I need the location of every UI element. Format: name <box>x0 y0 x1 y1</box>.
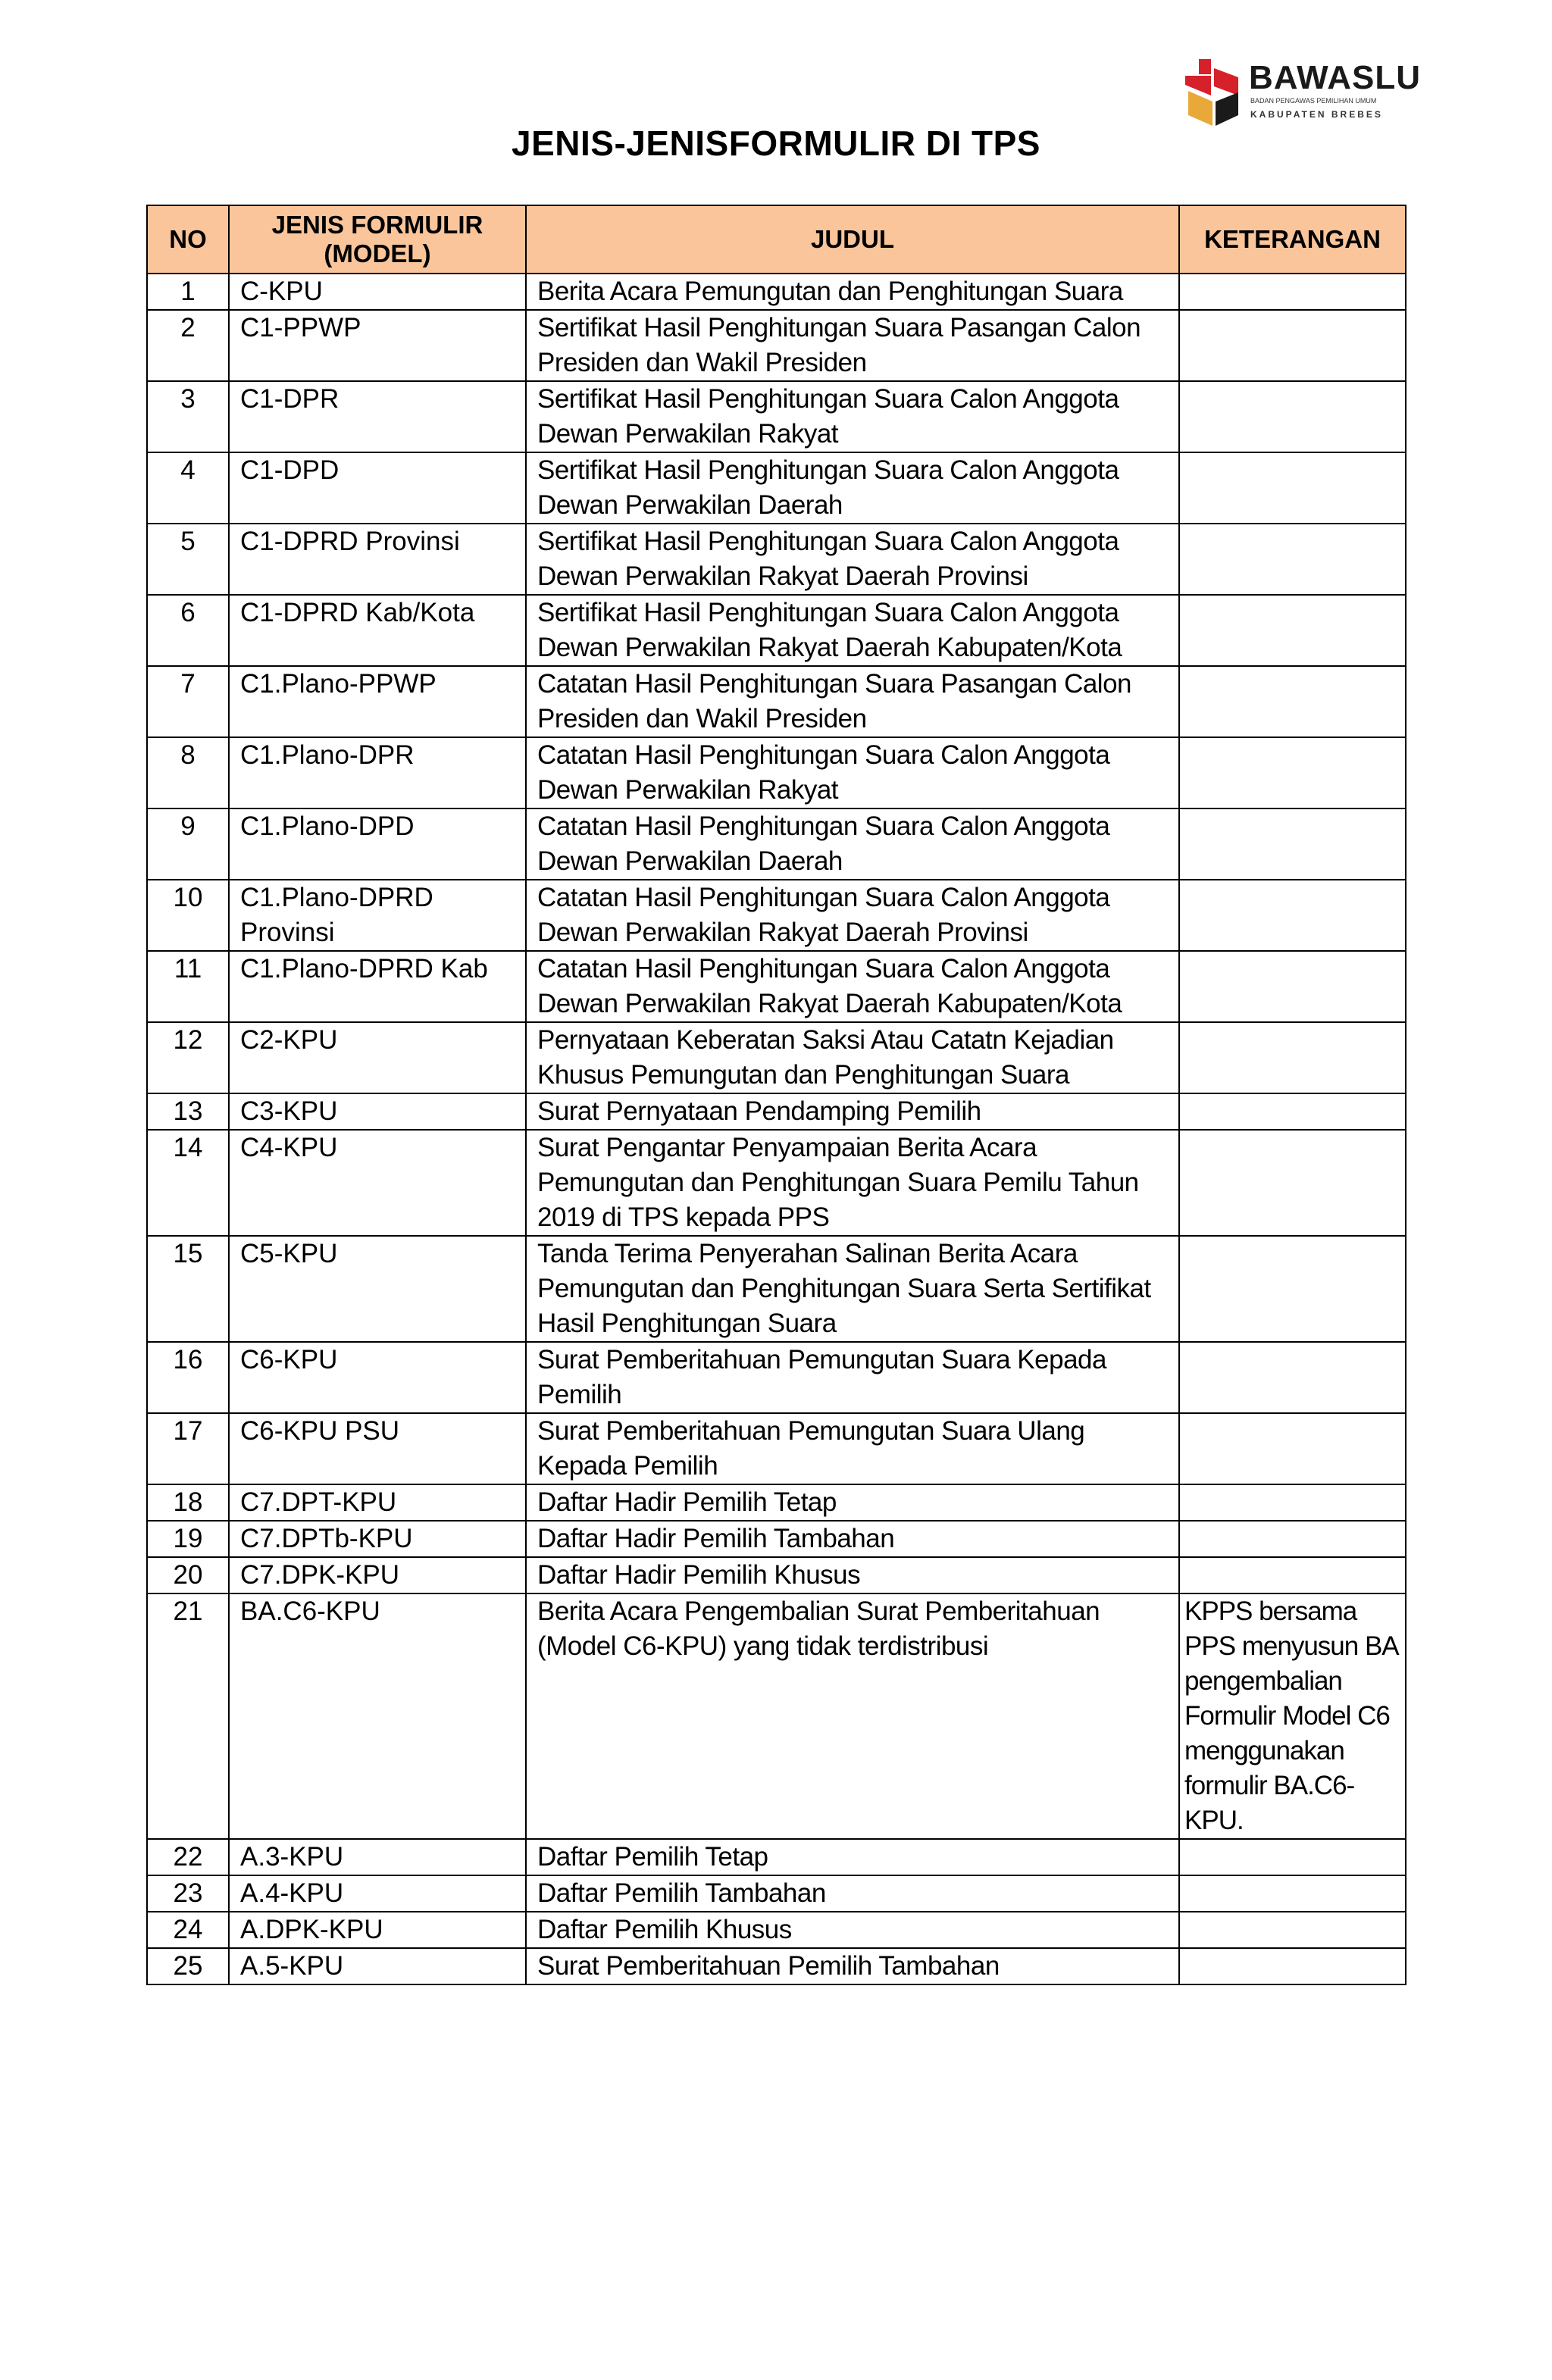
row-keterangan <box>1179 1022 1406 1093</box>
row-number: 24 <box>147 1912 229 1948</box>
row-number: 15 <box>147 1236 229 1342</box>
table-row <box>147 1557 1406 1593</box>
row-model: C1-DPRD Provinsi <box>229 524 526 595</box>
logo-name: BAWASLU <box>1249 59 1421 96</box>
row-number: 18 <box>147 1484 229 1521</box>
row-model: C1-DPD <box>229 452 526 524</box>
row-model: A.3-KPU <box>229 1839 526 1875</box>
row-judul: Daftar Pemilih Khusus <box>526 1912 1179 1948</box>
logo-region: KABUPATEN BREBES <box>1250 109 1383 120</box>
row-model: A.4-KPU <box>229 1875 526 1912</box>
row-model: C4-KPU <box>229 1130 526 1236</box>
row-number: 1 <box>147 274 229 310</box>
row-number: 8 <box>147 737 229 808</box>
header-model-line1: JENIS FORMULIR <box>271 211 483 239</box>
row-keterangan <box>1179 595 1406 666</box>
header-model <box>229 205 526 274</box>
row-number: 20 <box>147 1557 229 1593</box>
row-model: C1-DPRD Kab/Kota <box>229 595 526 666</box>
logo-subtitle: BADAN PENGAWAS PEMILIHAN UMUM <box>1250 97 1377 105</box>
row-keterangan <box>1179 1093 1406 1130</box>
row-judul: Surat Pemberitahuan Pemilih Tambahan <box>526 1948 1179 1984</box>
row-keterangan <box>1179 381 1406 452</box>
table-row <box>147 1093 1406 1130</box>
row-judul: Surat Pemberitahuan Pemungutan Suara Kepada Pemilih <box>526 1342 1179 1413</box>
row-keterangan <box>1179 666 1406 737</box>
row-keterangan <box>1179 524 1406 595</box>
row-number: 17 <box>147 1413 229 1484</box>
row-model: A.DPK-KPU <box>229 1912 526 1948</box>
row-model: C5-KPU <box>229 1236 526 1342</box>
row-judul: Sertifikat Hasil Penghitungan Suara Calon Anggota Dewan Perwakilan Daerah <box>526 452 1179 524</box>
table-row <box>147 1236 1406 1342</box>
row-model: C1-DPR <box>229 381 526 452</box>
row-judul: Catatan Hasil Penghitungan Suara Pasangan Calon Presiden dan Wakil Presiden <box>526 666 1179 737</box>
row-keterangan <box>1179 274 1406 310</box>
row-judul: Daftar Hadir Pemilih Khusus <box>526 1557 1179 1593</box>
row-keterangan <box>1179 1130 1406 1236</box>
row-model: C3-KPU <box>229 1093 526 1130</box>
table-row <box>147 1130 1406 1236</box>
row-number: 11 <box>147 951 229 1022</box>
row-model: C1-PPWP <box>229 310 526 381</box>
row-keterangan <box>1179 808 1406 880</box>
table-row <box>147 524 1406 595</box>
table-row <box>147 1593 1406 1839</box>
row-number: 6 <box>147 595 229 666</box>
row-number: 16 <box>147 1342 229 1413</box>
row-model: C1.Plano-DPD <box>229 808 526 880</box>
table-row <box>147 452 1406 524</box>
header-judul: JUDUL <box>526 205 1179 274</box>
table-row <box>147 666 1406 737</box>
row-model: BA.C6-KPU <box>229 1593 526 1839</box>
row-judul: Catatan Hasil Penghitungan Suara Calon Anggota Dewan Perwakilan Rakyat Daerah Provinsi <box>526 880 1179 951</box>
table-header-row <box>147 205 1406 274</box>
row-judul: Tanda Terima Penyerahan Salinan Berita Acara Pemungutan dan Penghitungan Suara Serta Sertifikat Hasil Penghitungan Suara <box>526 1236 1179 1342</box>
row-judul: Surat Pernyataan Pendamping Pemilih <box>526 1093 1179 1130</box>
table-row <box>147 1484 1406 1521</box>
row-number: 2 <box>147 310 229 381</box>
table-row <box>147 1912 1406 1948</box>
table-body <box>147 274 1406 1984</box>
table-row <box>147 595 1406 666</box>
table-row <box>147 880 1406 951</box>
row-number: 12 <box>147 1022 229 1093</box>
row-judul: Daftar Hadir Pemilih Tetap <box>526 1484 1179 1521</box>
row-number: 14 <box>147 1130 229 1236</box>
row-judul: Sertifikat Hasil Penghitungan Suara Calon Anggota Dewan Perwakilan Rakyat <box>526 381 1179 452</box>
row-number: 22 <box>147 1839 229 1875</box>
row-keterangan <box>1179 310 1406 381</box>
row-keterangan <box>1179 452 1406 524</box>
row-model: C6-KPU PSU <box>229 1413 526 1484</box>
bawaslu-emblem-icon <box>1184 58 1241 127</box>
row-model: C1.Plano-PPWP <box>229 666 526 737</box>
row-judul: Catatan Hasil Penghitungan Suara Calon Anggota Dewan Perwakilan Rakyat Daerah Kabupaten/Kota <box>526 951 1179 1022</box>
bawaslu-logo <box>1184 58 1421 127</box>
row-number: 13 <box>147 1093 229 1130</box>
table-row <box>147 381 1406 452</box>
row-judul: Berita Acara Pemungutan dan Penghitungan Suara <box>526 274 1179 310</box>
row-keterangan <box>1179 951 1406 1022</box>
row-model: C1.Plano-DPRD Kab <box>229 951 526 1022</box>
row-judul: Daftar Pemilih Tetap <box>526 1839 1179 1875</box>
row-judul: Daftar Pemilih Tambahan <box>526 1875 1179 1912</box>
row-number: 21 <box>147 1593 229 1839</box>
row-model: C-KPU <box>229 274 526 310</box>
row-judul: Sertifikat Hasil Penghitungan Suara Calon Anggota Dewan Perwakilan Rakyat Daerah Kabupaten/Kota <box>526 595 1179 666</box>
row-number: 5 <box>147 524 229 595</box>
row-keterangan <box>1179 1875 1406 1912</box>
row-judul: Surat Pengantar Penyampaian Berita Acara Pemungutan dan Penghitungan Suara Pemilu Tahun 2019 di TPS kepada PPS <box>526 1130 1179 1236</box>
row-number: 9 <box>147 808 229 880</box>
row-number: 10 <box>147 880 229 951</box>
row-number: 3 <box>147 381 229 452</box>
row-model: C7.DPK-KPU <box>229 1557 526 1593</box>
row-keterangan <box>1179 1948 1406 1984</box>
table-row <box>147 1839 1406 1875</box>
row-keterangan <box>1179 1342 1406 1413</box>
row-keterangan <box>1179 1484 1406 1521</box>
row-model: C1.Plano-DPR <box>229 737 526 808</box>
document-title: JENIS-JENISFORMULIR DI TPS <box>512 124 1040 163</box>
row-model: C2-KPU <box>229 1022 526 1093</box>
row-number: 23 <box>147 1875 229 1912</box>
formulir-table <box>146 205 1406 1985</box>
row-judul: Sertifikat Hasil Penghitungan Suara Pasangan Calon Presiden dan Wakil Presiden <box>526 310 1179 381</box>
row-judul: Catatan Hasil Penghitungan Suara Calon Anggota Dewan Perwakilan Rakyat <box>526 737 1179 808</box>
row-number: 25 <box>147 1948 229 1984</box>
table-row <box>147 1875 1406 1912</box>
row-keterangan <box>1179 1521 1406 1557</box>
row-model: C7.DPT-KPU <box>229 1484 526 1521</box>
row-judul: Berita Acara Pengembalian Surat Pemberitahuan (Model C6-KPU) yang tidak terdistribusi <box>526 1593 1179 1839</box>
row-number: 4 <box>147 452 229 524</box>
row-keterangan <box>1179 737 1406 808</box>
row-keterangan <box>1179 1557 1406 1593</box>
row-model: C1.Plano-DPRD Provinsi <box>229 880 526 951</box>
row-keterangan <box>1179 1236 1406 1342</box>
table-row <box>147 808 1406 880</box>
row-model: C7.DPTb-KPU <box>229 1521 526 1557</box>
row-keterangan <box>1179 1413 1406 1484</box>
row-keterangan: KPPS bersama PPS menyusun BA pengembalian Formulir Model C6 menggunakan formulir BA.C6-KPU. <box>1179 1593 1406 1839</box>
row-number: 19 <box>147 1521 229 1557</box>
table-row <box>147 1342 1406 1413</box>
row-keterangan <box>1179 1912 1406 1948</box>
header-no: NO <box>147 205 229 274</box>
table-row <box>147 1413 1406 1484</box>
row-model: C6-KPU <box>229 1342 526 1413</box>
row-judul: Sertifikat Hasil Penghitungan Suara Calon Anggota Dewan Perwakilan Rakyat Daerah Provinsi <box>526 524 1179 595</box>
row-keterangan <box>1179 1839 1406 1875</box>
table-row <box>147 1948 1406 1984</box>
table-row <box>147 1521 1406 1557</box>
header-keterangan: KETERANGAN <box>1179 205 1406 274</box>
table-row <box>147 1022 1406 1093</box>
row-judul: Catatan Hasil Penghitungan Suara Calon Anggota Dewan Perwakilan Daerah <box>526 808 1179 880</box>
row-judul: Surat Pemberitahuan Pemungutan Suara Ulang Kepada Pemilih <box>526 1413 1179 1484</box>
header-model-line2: (MODEL) <box>324 239 431 267</box>
row-number: 7 <box>147 666 229 737</box>
row-judul: Daftar Hadir Pemilih Tambahan <box>526 1521 1179 1557</box>
table-row <box>147 737 1406 808</box>
table-row <box>147 274 1406 310</box>
table-row <box>147 310 1406 381</box>
row-judul: Pernyataan Keberatan Saksi Atau Catatn Kejadian Khusus Pemungutan dan Penghitungan Suara <box>526 1022 1179 1093</box>
table-row <box>147 951 1406 1022</box>
row-model: A.5-KPU <box>229 1948 526 1984</box>
row-keterangan <box>1179 880 1406 951</box>
